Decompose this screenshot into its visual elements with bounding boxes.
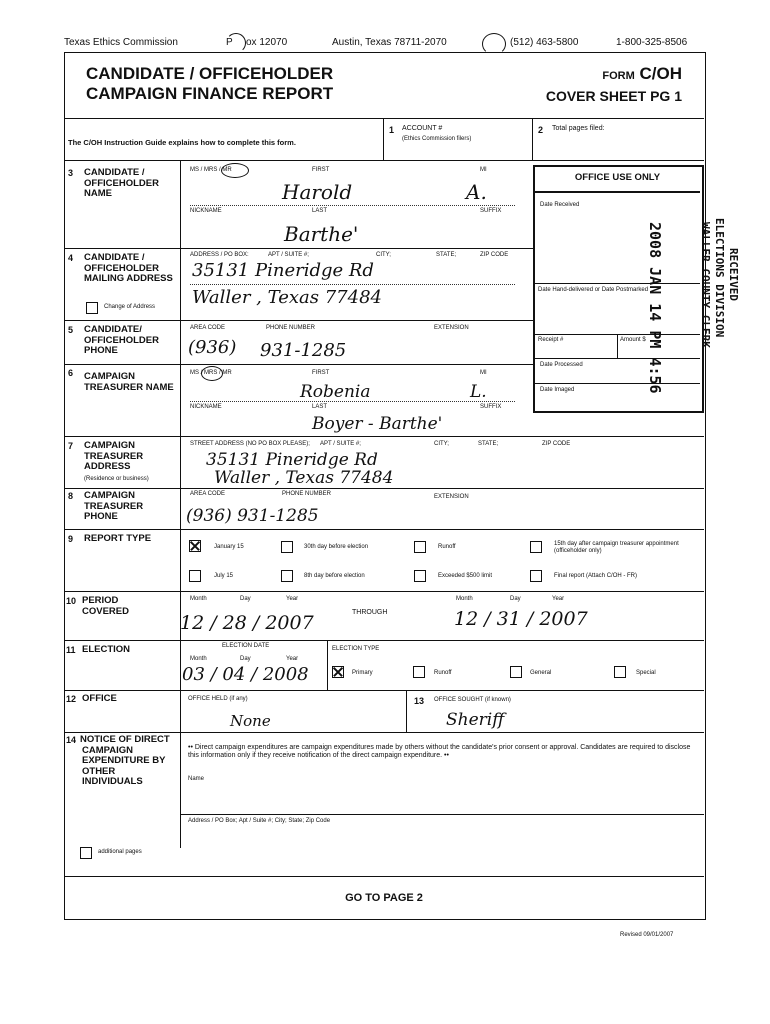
header-phone: (512) 463-5800	[510, 37, 579, 48]
section-4-number: 4	[68, 253, 74, 263]
treasurer-phone-label: PHONE NUMBER	[282, 491, 332, 497]
treasurer-mi-label: MI	[480, 370, 487, 376]
to-month-label: Month	[456, 596, 473, 602]
final-report-checkbox[interactable]	[530, 570, 542, 582]
apt-label: APT / SUITE #;	[268, 252, 309, 258]
candidate-last-name[interactable]: Barthe'	[284, 222, 359, 246]
amount-label: Amount $	[620, 337, 646, 343]
last-name-label: LAST	[312, 208, 328, 214]
direct-expenditure-notice: •• Direct campaign expenditures are campaign expenditures made by others without the candidate's prior consent or approval. Candidates are required to disclose this information only if they receive notification of the direct campaign expenditure. ••	[188, 744, 691, 759]
candidate-address-line1[interactable]: 35131 Pineridge Rd	[192, 260, 374, 281]
additional-pages-label: additional pages	[98, 849, 142, 855]
runoff-election-checkbox[interactable]	[413, 666, 425, 678]
mr-circled-mark	[221, 163, 249, 178]
special-label: Special	[636, 670, 656, 676]
july-15-label: July 15	[214, 573, 234, 579]
header-org: Texas Ethics Commission	[64, 37, 178, 48]
form-label: FORM	[602, 70, 635, 82]
account-label: ACCOUNT #	[402, 125, 443, 132]
january-15-label: January 15	[214, 544, 244, 550]
date-received-label: Date Received	[540, 202, 580, 208]
election-year-label: Year	[286, 656, 299, 662]
candidate-phone[interactable]: 931-1285	[260, 340, 347, 361]
period-from-date[interactable]: 12 / 28 / 2007	[180, 612, 314, 634]
section-14-number: 14	[66, 735, 77, 745]
exceeded-limit-checkbox[interactable]	[414, 570, 426, 582]
mi-label: MI	[480, 167, 487, 173]
section-5-number: 5	[68, 325, 74, 335]
candidate-address-line2[interactable]: Waller , Texas 77484	[192, 287, 382, 308]
section-11-label: ELECTION	[82, 644, 131, 655]
section-6-label: CAMPAIGN TREASURER NAME	[84, 371, 174, 393]
address-label: ADDRESS / PO BOX:	[190, 252, 249, 258]
section-10-number: 10	[66, 596, 77, 606]
from-day-label: Day	[240, 596, 251, 602]
section-1-number: 1	[389, 125, 395, 135]
received-stamp-line3: WALLER COUNTY CLERK	[699, 222, 712, 348]
punch-hole-mark	[226, 33, 246, 53]
form-title-line1: CANDIDATE / OFFICEHOLDER	[86, 64, 334, 83]
section-9-label: REPORT TYPE	[84, 533, 152, 544]
zip-label: ZIP CODE	[480, 252, 509, 258]
change-of-address-checkbox[interactable]	[86, 302, 98, 314]
period-to-date[interactable]: 12 / 31 / 2007	[454, 608, 588, 630]
section-7-sub: (Residence or business)	[84, 476, 149, 482]
section-7-label: CAMPAIGN TREASURER ADDRESS	[84, 440, 144, 472]
to-year-label: Year	[552, 596, 565, 602]
treasurer-first-label: FIRST	[312, 370, 330, 376]
candidate-mi[interactable]: A.	[466, 180, 487, 204]
election-day-label: Day	[240, 656, 251, 662]
revised-date: Revised 09/01/2007	[620, 932, 674, 938]
section-3-label: CANDIDATE / OFFICEHOLDER NAME	[84, 167, 159, 199]
received-stamp-line1: RECEIVED	[727, 248, 740, 301]
section-14-label: NOTICE OF DIRECT CAMPAIGN EXPENDITURE BY OTHER INDIVIDUALS	[80, 734, 170, 787]
receipt-label: Receipt #	[538, 337, 564, 343]
additional-pages-checkbox[interactable]	[80, 847, 92, 859]
candidate-area-code[interactable]: (936)	[188, 337, 237, 358]
general-checkbox[interactable]	[510, 666, 522, 678]
from-month-label: Month	[190, 596, 207, 602]
july-15-checkbox[interactable]	[189, 570, 201, 582]
mrs-circled-mark	[201, 366, 223, 381]
office-use-title: OFFICE USE ONLY	[574, 172, 661, 183]
form-code: C/OH	[639, 64, 682, 83]
header-bar	[64, 37, 704, 51]
form-code-block	[480, 64, 682, 106]
treasurer-area-code-label: AREA CODE	[190, 491, 226, 497]
total-pages-label: Total pages filed:	[552, 125, 605, 132]
nickname-label: NICKNAME	[190, 208, 222, 214]
treasurer-address-line2[interactable]: Waller , Texas 77484	[214, 468, 394, 488]
treasurer-phone-value[interactable]: (936) 931-1285	[186, 506, 319, 526]
election-date-label: ELECTION DATE	[222, 643, 270, 649]
8th-day-checkbox[interactable]	[281, 570, 293, 582]
phone-number-label: PHONE NUMBER	[266, 325, 316, 331]
30th-day-checkbox[interactable]	[281, 541, 293, 553]
treasurer-city-label: CITY;	[434, 441, 449, 447]
received-stamp-line2: ELECTIONS DIVISION	[713, 218, 726, 338]
exceeded-limit-label: Exceeded $500 limit	[438, 573, 493, 579]
to-day-label: Day	[510, 596, 521, 602]
general-label: General	[530, 670, 552, 676]
election-date-value[interactable]: 03 / 04 / 2008	[182, 664, 309, 685]
section-9-number: 9	[68, 534, 74, 544]
treasurer-last-label: LAST	[312, 404, 328, 410]
runoff-report-checkbox[interactable]	[414, 541, 426, 553]
office-held-value[interactable]: None	[230, 712, 271, 730]
treasurer-nickname-label: NICKNAME	[190, 404, 222, 410]
treasurer-zip-label: ZIP CODE	[542, 441, 571, 447]
treasurer-suffix-label: SUFFIX	[480, 404, 502, 410]
street-address-label: STREET ADDRESS (NO PO BOX PLEASE);	[190, 441, 310, 447]
primary-label: Primary	[352, 670, 373, 676]
treasurer-last-name[interactable]: Boyer - Barthe'	[312, 414, 443, 434]
treasurer-extension-label: EXTENSION	[434, 494, 469, 500]
special-checkbox[interactable]	[614, 666, 626, 678]
candidate-first-name[interactable]: Harold	[282, 180, 353, 204]
office-held-label: OFFICE HELD (if any)	[188, 696, 248, 702]
final-report-label: Final report (Attach C/OH - FR)	[554, 573, 638, 579]
form-title-line2: CAMPAIGN FINANCE REPORT	[86, 84, 334, 103]
section-6-number: 6	[68, 368, 74, 378]
extension-label: EXTENSION	[434, 325, 469, 331]
section-12-label: OFFICE	[82, 693, 117, 704]
go-to-page-2: GO TO PAGE 2	[345, 892, 423, 904]
date-hand-delivered-label: Date Hand-delivered or Date Postmarked	[538, 287, 649, 293]
suffix-label: SUFFIX	[480, 208, 502, 214]
account-sub: (Ethics Commission filers)	[402, 136, 472, 142]
notice-name-label: Name	[188, 776, 205, 782]
city-label: CITY;	[376, 252, 391, 258]
header-po-box: ox 12070	[246, 37, 288, 48]
section-11-number: 11	[66, 645, 76, 655]
office-sought-label: OFFICE SOUGHT (if known)	[434, 697, 511, 703]
treasurer-first-name[interactable]: Robenia	[300, 382, 371, 402]
office-sought-value[interactable]: Sheriff	[446, 710, 505, 730]
section-8-number: 8	[68, 491, 74, 501]
treasurer-address-line1[interactable]: 35131 Pineridge Rd	[206, 450, 378, 470]
election-type-label: ELECTION TYPE	[332, 646, 380, 652]
header-po-prefix: P	[226, 37, 233, 48]
header-city: Austin, Texas 78711-2070	[332, 37, 447, 48]
january-15-checkbox[interactable]	[189, 540, 201, 552]
section-12-number: 12	[66, 694, 77, 704]
15th-day-checkbox[interactable]	[530, 541, 542, 553]
change-of-address-label: Change of Address	[104, 304, 156, 310]
section-5-label: CANDIDATE/ OFFICEHOLDER PHONE	[84, 324, 159, 356]
from-year-label: Year	[286, 596, 299, 602]
received-stamp-date: 2008 JAN 14 PM 4:56	[646, 222, 664, 394]
30th-day-label: 30th day before election	[304, 544, 369, 550]
section-3-number: 3	[68, 168, 74, 178]
runoff-report-label: Runoff	[438, 544, 456, 550]
section-7-number: 7	[68, 441, 74, 451]
section-2-number: 2	[538, 125, 544, 135]
date-processed-label: Date Processed	[540, 362, 583, 368]
first-name-label: FIRST	[312, 167, 330, 173]
section-13-number: 13	[414, 696, 425, 706]
section-8-label: CAMPAIGN TREASURER PHONE	[84, 490, 144, 522]
election-month-label: Month	[190, 656, 207, 662]
notice-address-label: Address / PO Box; Apt / Suite #; City; State; Zip Code	[188, 818, 331, 824]
form-title	[86, 64, 333, 104]
primary-checkbox[interactable]	[332, 666, 344, 678]
title-select-label: MS / MRS / MR	[190, 167, 232, 173]
state-label: STATE;	[436, 252, 457, 258]
treasurer-title-label: MS / MRS / MR	[190, 370, 232, 376]
treasurer-state-label: STATE;	[478, 441, 499, 447]
instruction-text: The C/OH Instruction Guide explains how to complete this form.	[68, 138, 296, 147]
treasurer-mi[interactable]: L.	[470, 382, 487, 402]
date-imaged-label: Date Imaged	[540, 387, 575, 393]
header-tollfree: 1-800-325-8506	[616, 37, 688, 48]
section-10-label: PERIOD COVERED	[82, 595, 129, 617]
runoff-election-label: Runoff	[434, 670, 452, 676]
through-label: THROUGH	[352, 609, 388, 616]
8th-day-label: 8th day before election	[304, 573, 365, 579]
section-4-label: CANDIDATE / OFFICEHOLDER MAILING ADDRESS	[84, 252, 173, 284]
15th-day-label: 15th day after campaign treasurer appointment (officeholder only)	[554, 541, 679, 554]
cover-sheet-label: COVER SHEET PG 1	[545, 88, 682, 104]
treasurer-apt-label: APT / SUITE #;	[320, 441, 361, 447]
area-code-label: AREA CODE	[190, 325, 226, 331]
